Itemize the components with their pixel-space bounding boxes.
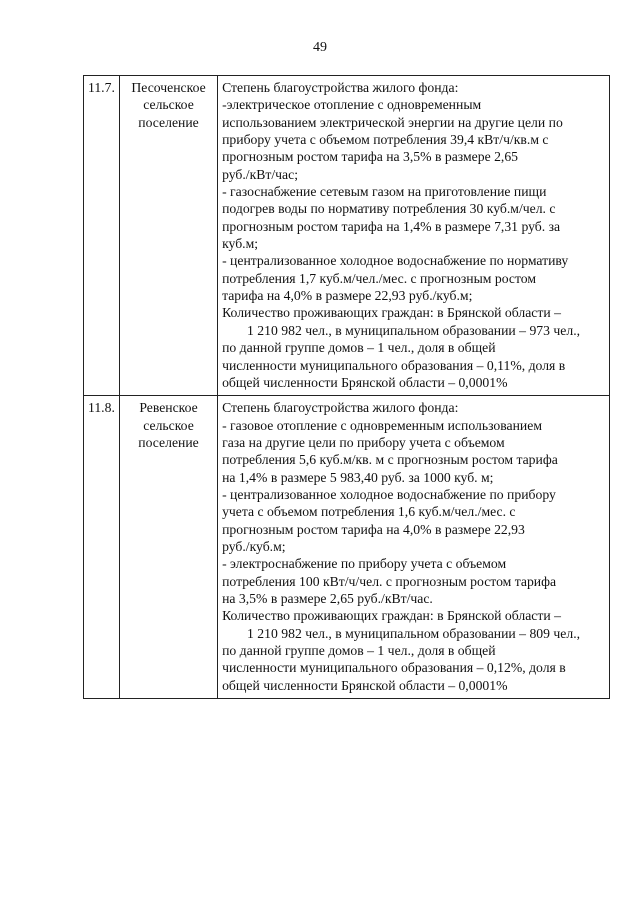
description-line: использованием электрической энергии на другие цели по bbox=[222, 114, 563, 130]
description-line: тарифа на 4,0% в размере 22,93 руб./куб.м; bbox=[222, 288, 473, 304]
description-line: - электроснабжение по прибору учета с объемом bbox=[222, 556, 507, 572]
settlement-name bbox=[119, 396, 217, 699]
description-line: потребления 5,6 куб.м/кв. м с прогнозным ростом тарифа bbox=[222, 452, 558, 468]
description-line: прибору учета с объемом потребления 39,4 кВт/ч/кв.м с bbox=[222, 132, 549, 148]
row-number: 11.8. bbox=[84, 396, 120, 699]
settlement-name-line: Ревенское bbox=[139, 400, 198, 416]
description-line: по данной группе домов – 1 чел., доля в общей bbox=[222, 340, 496, 356]
description-line: -электрическое отопление с одновременным bbox=[222, 97, 482, 113]
page-number: 49 bbox=[313, 40, 327, 55]
description-line: на 1,4% в размере 5 983,40 руб. за 1000 куб. м; bbox=[222, 469, 494, 485]
description-line: потребления 1,7 куб.м/чел./мес. с прогнозным ростом bbox=[222, 270, 536, 286]
description-line: Количество проживающих граждан: в Брянской области – bbox=[222, 305, 561, 321]
description-line: Степень благоустройства жилого фонда: bbox=[222, 80, 459, 95]
description-line: Степень благоустройства жилого фонда: bbox=[222, 400, 459, 416]
description-cell bbox=[218, 76, 610, 396]
description-line: 1 210 982 чел., в муниципальном образовании – 809 чел., bbox=[247, 625, 581, 641]
description-line: - газовое отопление с одновременным использованием bbox=[222, 417, 542, 433]
description-line: - газоснабжение сетевым газом на приготовление пищи bbox=[222, 184, 547, 200]
settlement-name-line: Песоченское bbox=[131, 80, 206, 95]
settlement-name-line: поселение bbox=[138, 114, 199, 130]
description-cell bbox=[218, 396, 610, 699]
description-line: - централизованное холодное водоснабжение по нормативу bbox=[222, 253, 569, 269]
description-line: Количество проживающих граждан: в Брянской области – bbox=[222, 608, 561, 624]
description-line: прогнозным ростом тарифа на 4,0% в размере 22,93 bbox=[222, 521, 525, 537]
settlement-name-line: поселение bbox=[138, 434, 199, 450]
description-line: на 3,5% в размере 2,65 руб./кВт/час. bbox=[222, 590, 433, 606]
description-line: руб./куб.м; bbox=[222, 538, 286, 554]
description-line: подогрев воды по нормативу потребления 30 куб.м/чел. с bbox=[222, 201, 556, 217]
table-body bbox=[84, 76, 610, 699]
settlement-name-line: сельское bbox=[143, 417, 194, 433]
description-line: прогнозным ростом тарифа на 3,5% в размере 2,65 bbox=[222, 149, 519, 165]
description-line: - централизованное холодное водоснабжение по прибору bbox=[222, 486, 556, 502]
description-line: учета с объемом потребления 1,6 куб.м/чел./мес. с bbox=[222, 504, 516, 520]
description-line: прогнозным ростом тарифа на 1,4% в размере 7,31 руб. за bbox=[222, 218, 561, 234]
description-line: потребления 100 кВт/ч/чел. с прогнозным ростом тарифа bbox=[222, 573, 557, 589]
description-line: общей численности Брянской области – 0,0001% bbox=[222, 677, 508, 693]
row-number: 11.7. bbox=[84, 76, 120, 396]
table-row bbox=[84, 76, 610, 396]
description-line: газа на другие цели по прибору учета с объемом bbox=[222, 434, 505, 450]
description-line: куб.м; bbox=[222, 236, 259, 252]
settlement-name bbox=[119, 76, 217, 396]
settlement-name-line: сельское bbox=[143, 97, 194, 113]
tariff-table bbox=[83, 75, 610, 699]
description-line: 1 210 982 чел., в муниципальном образовании – 973 чел., bbox=[247, 322, 581, 338]
table-row bbox=[84, 396, 610, 699]
description-line: численности муниципального образования – 0,12%, доля в bbox=[222, 660, 566, 676]
description-line: общей численности Брянской области – 0,0001% bbox=[222, 374, 508, 390]
description-line: по данной группе домов – 1 чел., доля в общей bbox=[222, 643, 496, 658]
description-line: руб./кВт/час; bbox=[222, 166, 298, 182]
description-line: численности муниципального образования – 0,11%, доля в bbox=[222, 357, 566, 373]
